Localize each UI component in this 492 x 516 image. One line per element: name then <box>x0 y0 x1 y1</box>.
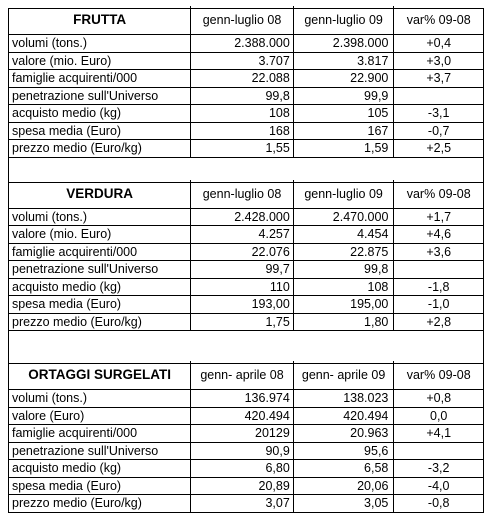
column-header-period-2: genn-luglio 09 <box>293 6 394 34</box>
value-period-1: 136.974 <box>190 390 293 407</box>
value-period-1: 99,7 <box>190 261 293 278</box>
column-header-period-1: genn-luglio 08 <box>190 6 293 34</box>
value-period-1: 2.388.000 <box>190 35 293 52</box>
row-label: valore (Euro) <box>12 408 85 423</box>
value-variation: -1,0 <box>393 296 483 313</box>
value-period-2: 22.900 <box>293 70 394 87</box>
table-row <box>9 88 483 106</box>
column-header-period-1: genn-luglio 08 <box>190 180 293 208</box>
row-label: spesa media (Euro) <box>12 123 122 138</box>
value-period-1: 420.494 <box>190 408 293 425</box>
row-label: acquisto medio (kg) <box>12 279 122 294</box>
value-variation: +1,7 <box>393 209 483 226</box>
section-frutta <box>8 8 484 158</box>
value-period-1: 1,55 <box>190 140 293 157</box>
column-header-period-2: genn- aprile 09 <box>293 361 394 389</box>
section-header-row <box>9 8 483 35</box>
value-period-2: 20,06 <box>293 478 394 495</box>
table-row <box>9 314 483 332</box>
table-row <box>9 70 483 88</box>
value-period-2: 99,8 <box>293 261 394 278</box>
value-variation: -3,1 <box>393 105 483 122</box>
row-label: prezzo medio (Euro/kg) <box>12 314 142 329</box>
value-variation: -1,8 <box>393 279 483 296</box>
row-label: famiglie acquirenti/000 <box>12 71 138 85</box>
row-label: penetrazione sull'Universo <box>12 443 159 458</box>
row-label: penetrazione sull'Universo <box>12 262 159 276</box>
spreadsheet-table <box>8 8 484 513</box>
value-period-1: 20129 <box>190 425 293 442</box>
value-variation <box>393 261 483 278</box>
row-label: famiglie acquirenti/000 <box>12 244 138 259</box>
value-variation: +3,6 <box>393 244 483 261</box>
column-header-variation: var% 09-08 <box>393 180 483 208</box>
value-period-1: 110 <box>190 279 293 296</box>
value-variation: 0,0 <box>393 408 483 425</box>
value-period-2: 195,00 <box>293 296 394 313</box>
section-spacer <box>8 158 484 182</box>
row-label: prezzo medio (Euro/kg) <box>12 496 142 510</box>
value-period-1: 20,89 <box>190 478 293 495</box>
value-period-1: 2.428.000 <box>190 209 293 226</box>
row-label: famiglie acquirenti/000 <box>12 426 138 440</box>
value-period-1: 4.257 <box>190 226 293 243</box>
table-row <box>9 460 483 478</box>
column-header-period-1: genn- aprile 08 <box>190 361 293 389</box>
row-label: spesa media (Euro) <box>12 478 122 493</box>
table-row <box>9 478 483 496</box>
section-title: FRUTTA <box>73 12 127 27</box>
value-period-1: 90,9 <box>190 443 293 460</box>
table-row <box>9 443 483 461</box>
value-variation: +2,5 <box>393 140 483 157</box>
column-header-variation: var% 09-08 <box>393 361 483 389</box>
row-label: penetrazione sull'Universo <box>12 88 159 103</box>
value-variation: -0,7 <box>393 123 483 140</box>
value-period-2: 4.454 <box>293 226 394 243</box>
table-row <box>9 35 483 53</box>
table-row <box>9 408 483 426</box>
value-period-1: 3,07 <box>190 495 293 512</box>
row-label: volumi (tons.) <box>12 391 88 405</box>
value-variation: +0,8 <box>393 390 483 407</box>
section-header-row <box>9 363 483 390</box>
table-row <box>9 123 483 141</box>
row-label: acquisto medio (kg) <box>12 106 122 120</box>
row-label: volumi (tons.) <box>12 209 88 224</box>
value-period-2: 2.398.000 <box>293 35 394 52</box>
value-variation: +0,4 <box>393 35 483 52</box>
value-period-1: 99,8 <box>190 88 293 105</box>
value-variation: +4,6 <box>393 226 483 243</box>
value-variation: +4,1 <box>393 425 483 442</box>
section-title: VERDURA <box>66 185 133 201</box>
value-period-2: 1,80 <box>293 314 394 331</box>
value-variation: -3,2 <box>393 460 483 477</box>
row-label: volumi (tons.) <box>12 36 88 50</box>
value-period-2: 108 <box>293 279 394 296</box>
value-period-1: 168 <box>190 123 293 140</box>
section-verdura <box>8 182 484 332</box>
row-label: acquisto medio (kg) <box>12 461 122 475</box>
table-row <box>9 495 483 513</box>
section-title: ORTAGGI SURGELATI <box>28 367 171 382</box>
value-period-2: 138.023 <box>293 390 394 407</box>
value-period-1: 22.076 <box>190 244 293 261</box>
value-period-2: 167 <box>293 123 394 140</box>
section-spacer <box>8 331 484 363</box>
table-row <box>9 53 483 71</box>
value-period-2: 22.875 <box>293 244 394 261</box>
row-label: prezzo medio (Euro/kg) <box>12 141 142 155</box>
value-period-2: 6,58 <box>293 460 394 477</box>
column-header-variation: var% 09-08 <box>393 6 483 34</box>
table-row <box>9 390 483 408</box>
value-period-2: 105 <box>293 105 394 122</box>
section-header-row <box>9 182 483 209</box>
value-period-2: 95,6 <box>293 443 394 460</box>
table-row <box>9 425 483 443</box>
section-ortaggi-surgelati <box>8 363 484 513</box>
value-period-1: 3.707 <box>190 53 293 70</box>
value-period-2: 99,9 <box>293 88 394 105</box>
table-row <box>9 261 483 279</box>
value-variation: +3,0 <box>393 53 483 70</box>
row-label: spesa media (Euro) <box>12 297 122 311</box>
value-period-1: 193,00 <box>190 296 293 313</box>
value-period-2: 20.963 <box>293 425 394 442</box>
value-period-2: 420.494 <box>293 408 394 425</box>
value-period-2: 1,59 <box>293 140 394 157</box>
table-row <box>9 244 483 262</box>
table-row <box>9 279 483 297</box>
value-variation: +3,7 <box>393 70 483 87</box>
column-header-period-2: genn-luglio 09 <box>293 180 394 208</box>
value-period-2: 2.470.000 <box>293 209 394 226</box>
value-period-1: 108 <box>190 105 293 122</box>
table-row <box>9 105 483 123</box>
value-period-2: 3.817 <box>293 53 394 70</box>
row-label: valore (mio. Euro) <box>12 227 112 241</box>
value-variation: -0,8 <box>393 495 483 512</box>
value-period-1: 6,80 <box>190 460 293 477</box>
value-variation: +2,8 <box>393 314 483 331</box>
table-row <box>9 296 483 314</box>
table-row <box>9 140 483 158</box>
row-label: valore (mio. Euro) <box>12 53 112 68</box>
value-period-2: 3,05 <box>293 495 394 512</box>
value-period-1: 22.088 <box>190 70 293 87</box>
value-variation: -4,0 <box>393 478 483 495</box>
value-variation <box>393 443 483 460</box>
value-variation <box>393 88 483 105</box>
value-period-1: 1,75 <box>190 314 293 331</box>
table-row <box>9 226 483 244</box>
table-row <box>9 209 483 227</box>
